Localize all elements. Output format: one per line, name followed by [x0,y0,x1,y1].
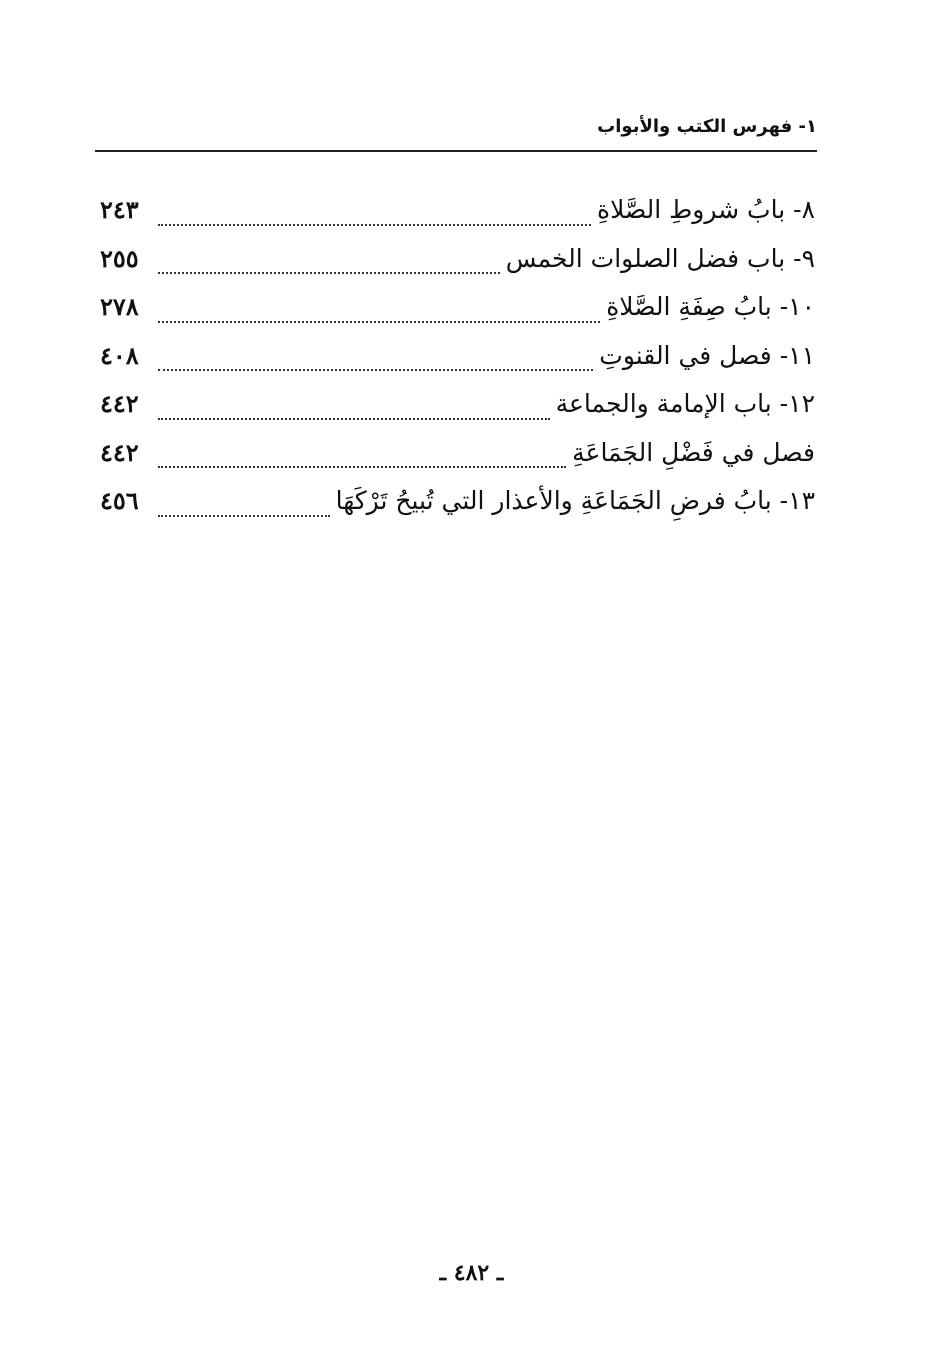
dot-leader [158,514,330,517]
toc-entry-page: ٤٠٨ [100,340,139,370]
page-number: ـ ٤٨٢ ـ [439,1260,504,1286]
toc-entry [100,287,815,336]
dot-leader [158,417,550,420]
toc-entry-title: ١٣- بابُ فرضِ الجَمَاعَةِ والأعذار التي تُبيحُ تَرْكَهَا [335,486,815,515]
toc-entry-page: ٢٥٥ [100,243,139,273]
toc-entry-title: ١٠- بابُ صِفَةِ الصَّلاةِ [606,292,815,321]
dot-leader [158,320,600,323]
toc-entry [100,239,815,288]
toc-entry-page: ٤٤٢ [100,437,139,467]
toc-entry-title: ٩- باب فضل الصلوات الخمس [505,243,815,273]
toc-entry-page: ٢٤٣ [100,195,139,224]
toc-entry [100,384,815,433]
toc-entry-title: ١١- فصل في القنوتِ [599,340,815,370]
running-header [95,112,817,152]
dot-leader [158,223,591,226]
table-of-contents [100,190,815,530]
toc-entry [100,336,815,385]
toc-entry-page: ٤٤٢ [100,389,139,418]
toc-entry-title: فصل في فَضْلِ الجَمَاعَةِ [572,437,815,467]
toc-entry-title: ٨- بابُ شروطِ الصَّلاةِ [596,195,815,224]
dot-leader [158,271,500,274]
dot-leader [158,465,566,468]
toc-entry-page: ٢٧٨ [100,292,139,321]
header-title: ١- فهرس الكتب والأبواب [597,116,817,137]
toc-entry [100,190,815,239]
toc-entry [100,481,815,530]
toc-entry [100,433,815,482]
toc-entry-page: ٤٥٦ [100,486,139,515]
dot-leader [158,368,593,371]
toc-entry-title: ١٢- باب الإمامة والجماعة [555,389,815,418]
